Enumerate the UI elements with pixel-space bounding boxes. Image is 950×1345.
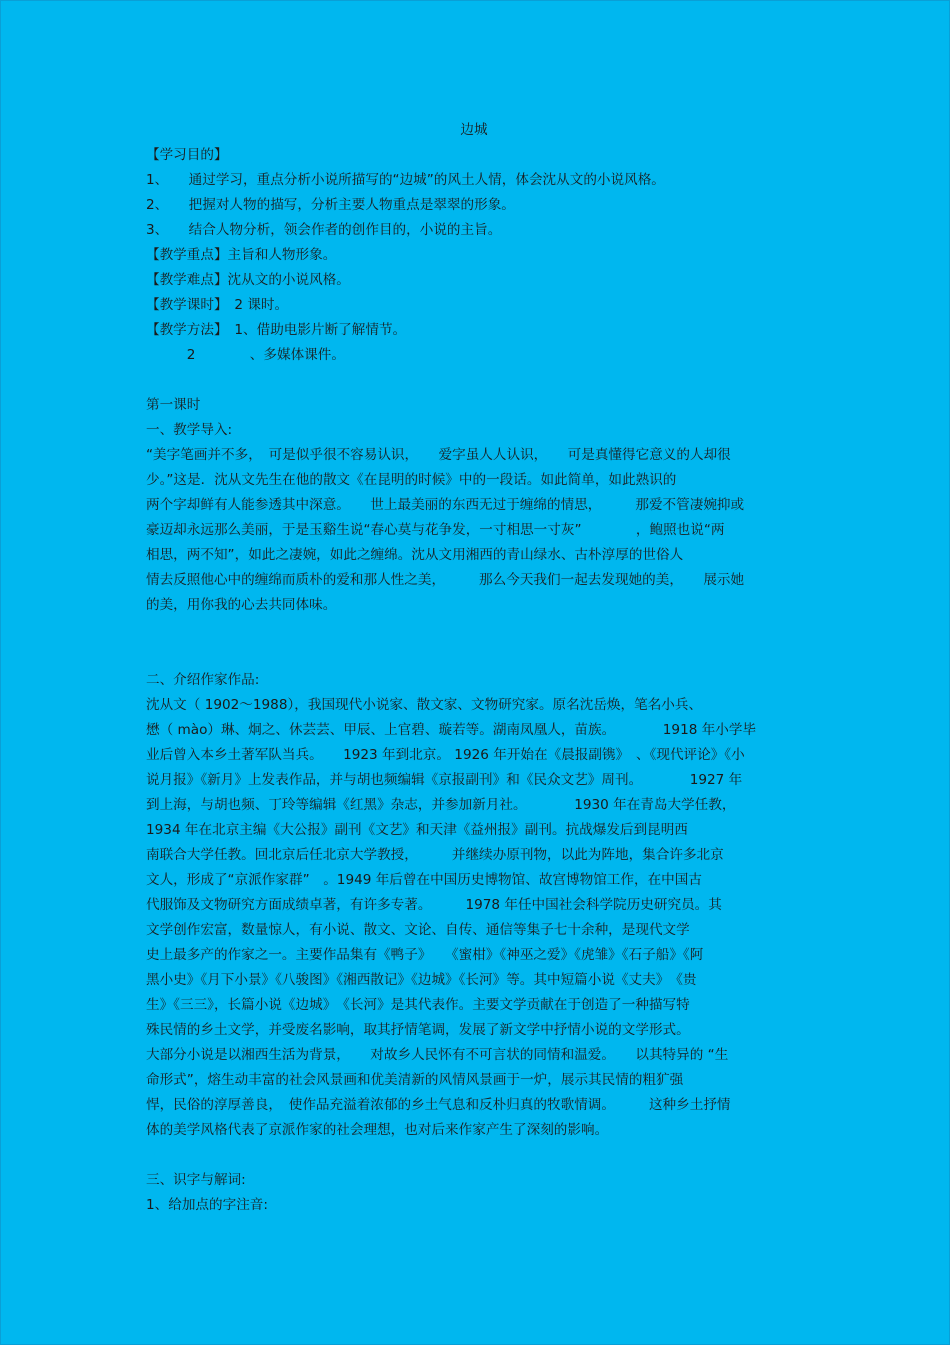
text-line: 沈从文（ 1902～1988），我国现代小说家、散文家、文物研究家。原名沈岳焕，笔名小兵、 — [146, 697, 703, 713]
text-line: 第一课时 — [146, 397, 201, 413]
text-line: 【教学方法】 1、借助电影片断了解情节。 — [146, 322, 407, 338]
text-line: 二、介绍作家作品: — [146, 672, 260, 688]
text-line: 【教学课时】 2 课时。 — [146, 297, 289, 313]
text-line: 懋（ mào）琳、炯之、休芸芸、甲辰、上官碧、璇若等。湖南凤凰人，苗族。 1918 年小学毕 — [146, 722, 757, 738]
text-line: 生》《三三》，长篇小说《边城》 《长河》是其代表作。主要文学贡献在于创造了一种描写特 — [146, 997, 690, 1013]
text-line: “美字笔画并不多， 可是似乎很不容易认识， 爱字虽人人认识， 可是真懂得它意义的人却很 — [146, 447, 731, 463]
text-line: 2、 把握对人物的描写，分析主要人物重点是翠翠的形象。 — [146, 197, 515, 213]
text-line: 1、给加点的字注音: — [146, 1197, 268, 1213]
text-line: 体的美学风格代表了京派作家的社会理想，也对后来作家产生了深刻的影响。 — [146, 1122, 609, 1138]
text-line: 命形式”，熔生动丰富的社会风景画和优美清新的风情风景画于一炉，展示其民情的粗犷强 — [146, 1072, 684, 1088]
text-line: 三、识字与解词: — [146, 1172, 246, 1188]
text-line: 情去反照他心中的缠绵而质朴的爱和那人性之美， 那么今天我们一起去发现她的美， 展示她 — [146, 572, 745, 588]
text-line: 大部分小说是以湘西生活为背景， 对故乡人民怀有不可言状的同情和温爱。 以其特异的 “生 — [146, 1047, 729, 1063]
text-line: 1、 通过学习，重点分析小说所描写的“边城”的风土人情，体会沈从文的小说风格。 — [146, 172, 665, 188]
text-line: 的美，用你我的心去共同体味。 — [146, 597, 337, 613]
text-line: 2 、多媒体课件。 — [146, 347, 345, 363]
text-line: 相思，两不知”，如此之凄婉，如此之缠绵。沈从文用湘西的青山绿水、古朴淳厚的世俗人 — [146, 547, 684, 563]
text-line: 【教学难点】沈从文的小说风格。 — [146, 272, 350, 288]
text-line: 一、教学导入: — [146, 422, 233, 438]
text-line: 南联合大学任教。回北京后任北京大学教授， 并继续办原刊物，以此为阵地，集合许多北京 — [146, 847, 724, 863]
text-line: 1934 年在北京主编《大公报》副刊《文艺》和天津《益州报》副刊。抗战爆发后到昆明西 — [146, 822, 688, 838]
text-line: 业后曾入本乡土著军队当兵。 1923 年到北京。 1926 年开始在《晨报副镌》 、《现代评论》《小 — [146, 747, 745, 763]
text-line: 3、 结合人物分析，领会作者的创作目的，小说的主旨。 — [146, 222, 502, 238]
text-line: 到上海，与胡也频、丁玲等编辑《红黑》杂志，并参加新月社。 1930 年在青岛大学任教， — [146, 797, 736, 813]
text-line: 【学习目的】 — [146, 147, 228, 163]
text-line: 少。”这是．沈从文先生在他的散文《在昆明的时候》中的一段话。如此简单，如此熟识的 — [146, 472, 677, 488]
text-line: 悍，民俗的淳厚善良， 使作品充溢着浓郁的乡土气息和反朴归真的牧歌情调。 这种乡土抒情 — [146, 1097, 731, 1113]
document-title: 边城 — [460, 122, 488, 138]
text-line: 豪迈却永远那么美丽，于是玉谿生说“春心莫与花争发，一寸相思一寸灰” ，鲍照也说“两 — [146, 522, 725, 538]
text-line: 文学创作宏富，数量惊人，有小说、散文、文论、自传、通信等集子七十余种，是现代文学 — [146, 922, 690, 938]
text-line: 殊民情的乡土文学，并受废名影响，取其抒情笔调，发展了新文学中抒情小说的文学形式。 — [146, 1022, 690, 1038]
text-line: 代服饰及文物研究方面成绩卓著，有许多专著。 1978 年任中国社会科学院历史研究员。其 — [146, 897, 722, 913]
text-line: 说月报》《新月》上发表作品，并与胡也频编辑《京报副刊》和《民众文艺》周刊。 1927 年 — [146, 772, 743, 788]
text-line: 史上最多产的作家之一。主要作品集有《鸭子》 《蜜柑》《神巫之爱》《虎雏》《石子船》《阿 — [146, 947, 704, 963]
text-line: 黑小史》《月下小景》《八骏图》《湘西散记》《边城》《长河》等。其中短篇小说《丈夫》 《贵 — [146, 972, 697, 988]
text-line: 【教学重点】主旨和人物形象。 — [146, 247, 337, 263]
text-line: 文人，形成了“京派作家群” 。1949 年后曾在中国历史博物馆、故宫博物馆工作，在中国古 — [146, 872, 702, 888]
text-line: 两个字却鲜有人能参透其中深意。 世上最美丽的东西无过于缠绵的情思， 那爱不管凄婉抑或 — [146, 497, 745, 513]
